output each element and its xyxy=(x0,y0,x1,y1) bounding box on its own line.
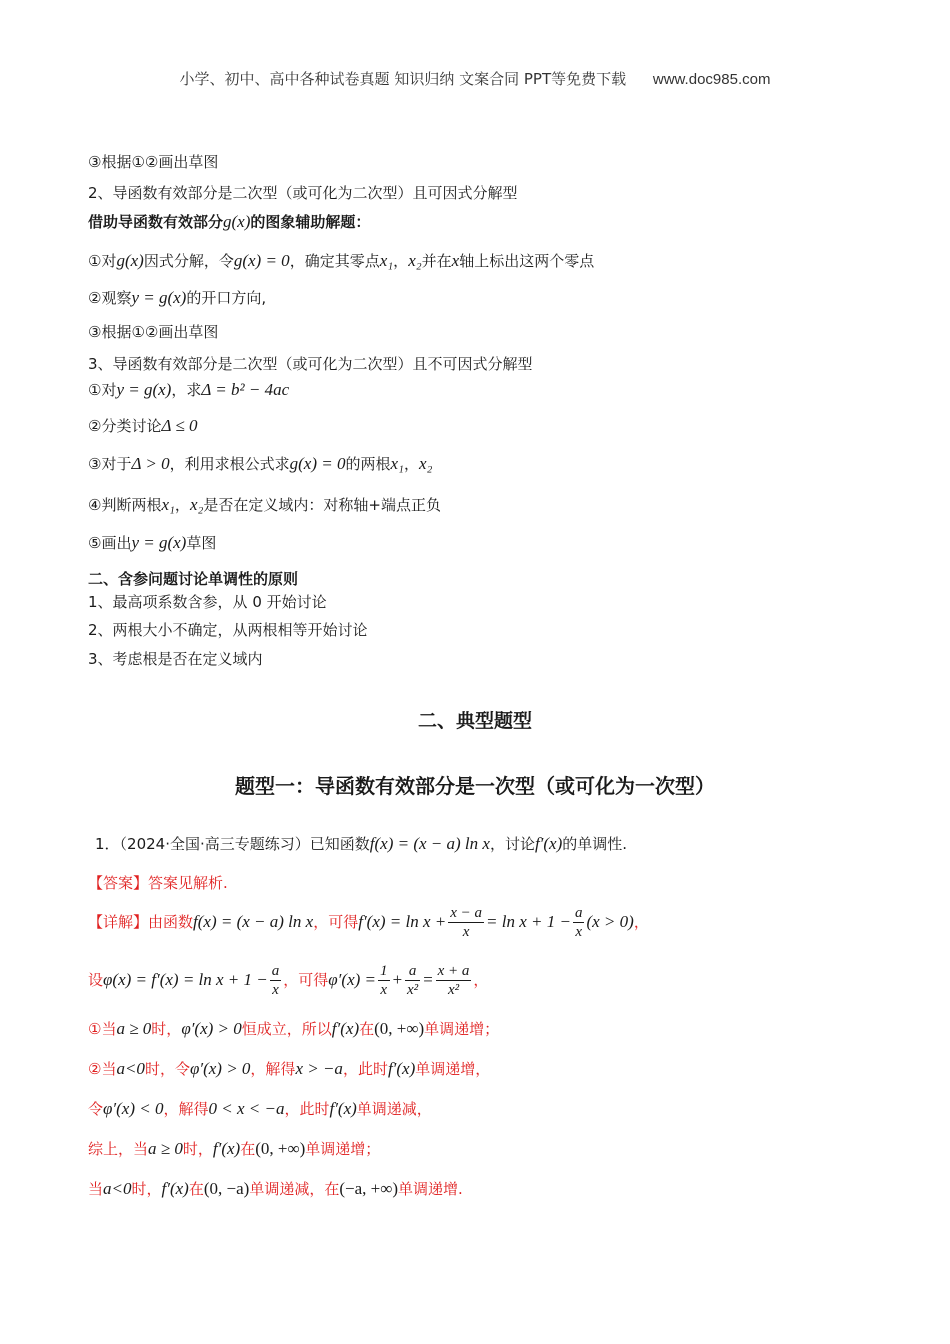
answer-line: 【答案】答案见解析. xyxy=(88,874,228,892)
detail-line: 当a<0时，f′(x)在(0, −a)单调递减，在(−a, +∞)单调递增. xyxy=(88,1179,463,1198)
text-line: 2、两根大小不确定，从两根相等开始讨论 xyxy=(88,621,368,639)
page-header xyxy=(0,68,950,89)
text-line: 2、导函数有效部分是二次型（或可化为二次型）且可因式分解型 xyxy=(88,184,518,202)
text-line: 借助导函数有效部分g(x)的图象辅助解题： xyxy=(88,212,371,231)
detail-line: ①当a ≥ 0时，φ′(x) > 0恒成立，所以f′(x)在(0, +∞)单调递增； xyxy=(88,1019,500,1038)
text-line: 3、导函数有效部分是二次型（或可化为二次型）且不可因式分解型 xyxy=(88,355,533,373)
detail-line: 设φ(x) = f′(x) = ln x + 1 − $\frac{a}{x}$ ，可得φ′(x) = $\frac{1}{x}$ + $\frac{a}{\text{x²}}$ = $\frac{x + a}{\text{x²}}$ ， xyxy=(88,963,489,998)
detail-line: 【详解】由函数f(x) = (x − a) ln x，可得f′(x) = ln x + $\frac{x - a}{x}$ = ln x + 1 − $\frac{a}{x}$ (x > 0)， xyxy=(88,905,649,940)
text-line: ①对g(x)因式分解，令g(x) = 0，确定其零点x₁，x₂并在x轴上标出这两个零点 xyxy=(88,251,595,270)
text-line: ④判断两根x₁，x₂是否在定义域内：对称轴+端点正负 xyxy=(88,495,441,514)
text-line: ⑤画出y = g(x)草图 xyxy=(88,533,217,552)
text-line: ②观察y = g(x)的开口方向, xyxy=(88,288,267,307)
type-title: 题型一：导函数有效部分是一次型（或可化为一次型） xyxy=(235,774,715,798)
detail-line: 令φ′(x) < 0，解得0 < x < −a，此时f′(x)单调递减， xyxy=(88,1099,432,1118)
detail-line: ②当a<0时，令φ′(x) > 0，解得x > −a，此时f′(x)单调递增， xyxy=(88,1059,491,1078)
section-title: 二、典型题型 xyxy=(417,710,532,732)
text-line: ③对于Δ > 0，利用求根公式求g(x) = 0的两根x₁，x₂ xyxy=(88,454,433,473)
header-text: 小学、初中、高中各种试卷真题 知识归纳 文案合同 PPT等免费下载 xyxy=(179,70,627,88)
text-line: ①对y = g(x)，求Δ = b² − 4ac xyxy=(88,380,290,399)
detail-line: 综上，当a ≥ 0时，f′(x)在(0, +∞)单调递增； xyxy=(88,1139,381,1158)
text-line: ③根据①②画出草图 xyxy=(88,323,219,341)
text-line: 3、考虑根是否在定义域内 xyxy=(88,650,263,668)
header-url[interactable]: www.doc985.com xyxy=(652,71,771,88)
subsection-heading: 二、含参问题讨论单调性的原则 xyxy=(88,570,299,588)
text-line: ③根据①②画出草图 xyxy=(88,153,219,171)
text-line: ②分类讨论Δ ≤ 0 xyxy=(88,416,198,435)
text-line: 1、最高项系数含参，从 0 开始讨论 xyxy=(88,593,327,611)
problem-statement: 1．（2024·全国·高三专题练习）已知函数f(x) = (x − a) ln x，讨论f′(x)的单调性. xyxy=(95,834,628,853)
